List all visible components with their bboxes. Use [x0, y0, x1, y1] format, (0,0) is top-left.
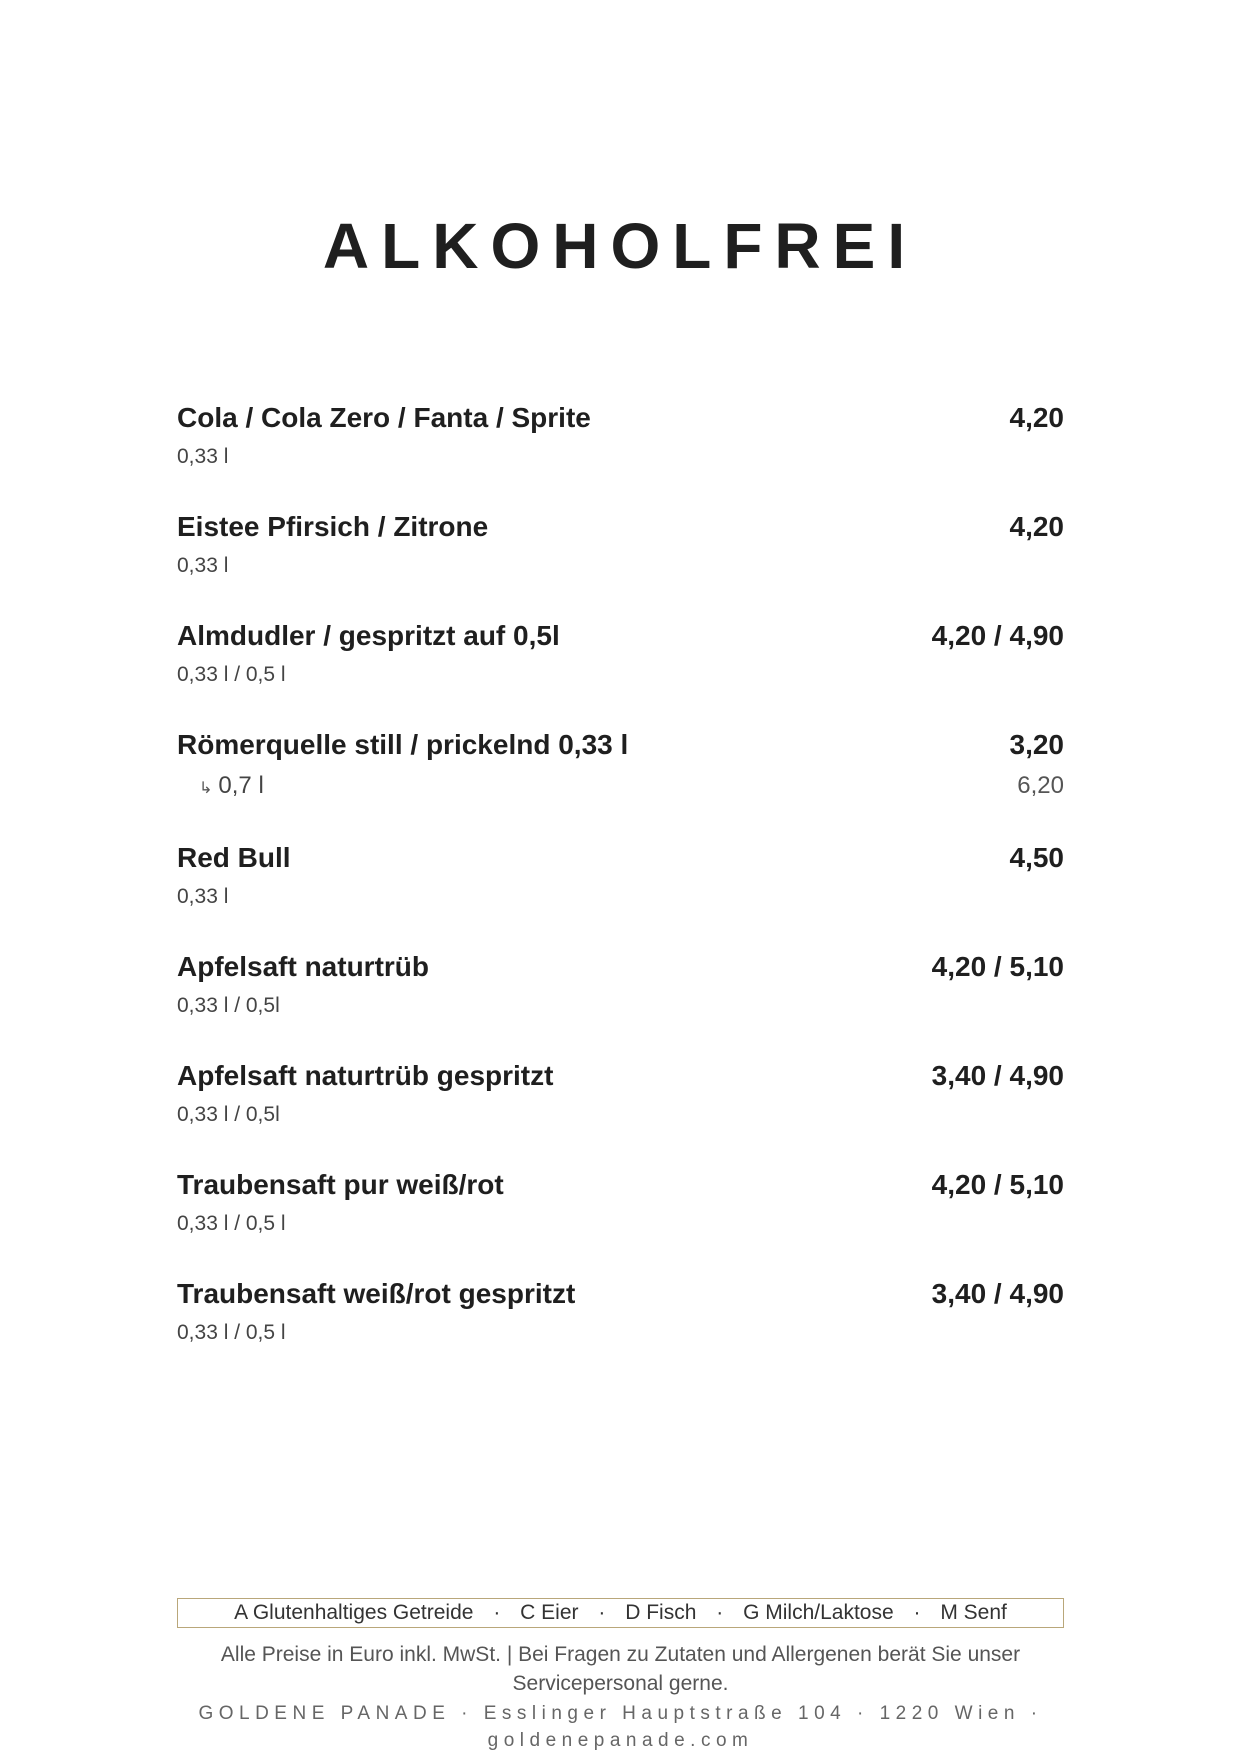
- item-price: 4,20: [1009, 511, 1064, 542]
- item-name: Cola / Cola Zero / Fanta / Sprite: [177, 402, 591, 433]
- restaurant-address: GOLDENE PANADE · Esslinger Hauptstraße 104 · 1220 Wien · goldenepanade.com: [198, 1703, 1043, 1751]
- item-price: 3,40 / 4,90: [931, 1278, 1064, 1309]
- allergen-separator: ·: [913, 1601, 921, 1624]
- menu-item: [177, 840, 1064, 930]
- item-name: Apfelsaft naturtrüb: [177, 951, 429, 982]
- item-sub-size-label: 0,7 l: [218, 772, 264, 799]
- item-sub-price: 6,20: [1017, 772, 1064, 799]
- item-price: 4,50: [1009, 842, 1064, 873]
- item-sub-size: [199, 771, 264, 804]
- sub-arrow-icon: ↳: [199, 780, 213, 797]
- price-note: Alle Preise in Euro inkl. MwSt. | Bei Fragen zu Zutaten und Allergenen berät Sie unser Servicepersonal gerne.: [220, 1643, 1021, 1695]
- item-size: 0,33 l / 0,5 l: [177, 1321, 286, 1344]
- allergen-label: M Senf: [940, 1601, 1007, 1624]
- allergen-legend: [177, 1598, 1064, 1628]
- item-size: 0,33 l / 0,5 l: [177, 663, 286, 686]
- item-name: Red Bull: [177, 842, 291, 873]
- item-name: Apfelsaft naturtrüb gespritzt: [177, 1060, 554, 1091]
- item-size: 0,33 l: [177, 445, 229, 468]
- item-price: 3,20: [1009, 729, 1064, 760]
- allergen-separator: ·: [716, 1601, 724, 1624]
- allergen-label: G Milch/Laktose: [743, 1601, 894, 1624]
- item-size: 0,33 l / 0,5l: [177, 994, 280, 1017]
- item-price: 4,20: [1009, 402, 1064, 433]
- item-name: Traubensaft weiß/rot gespritzt: [177, 1278, 576, 1309]
- menu-item: [177, 400, 1064, 490]
- menu-item: [177, 727, 1064, 817]
- item-name: Eistee Pfirsich / Zitrone: [177, 511, 489, 542]
- menu-item: [177, 1058, 1064, 1148]
- item-size: 0,33 l / 0,5 l: [177, 1212, 286, 1235]
- item-size: 0,33 l: [177, 885, 229, 908]
- menu-item: [177, 618, 1064, 708]
- allergen-separator: ·: [598, 1601, 606, 1624]
- item-name: Römerquelle still / prickelnd 0,33 l: [177, 729, 629, 760]
- item-name: Traubensaft pur weiß/rot: [177, 1169, 504, 1200]
- item-price: 3,40 / 4,90: [931, 1060, 1064, 1091]
- allergen-separator: ·: [493, 1601, 501, 1624]
- item-name: Almdudler / gespritzt auf 0,5l: [177, 620, 560, 651]
- menu-item: [177, 1167, 1064, 1257]
- menu-item: [177, 509, 1064, 599]
- menu-item: [177, 949, 1064, 1039]
- allergen-label: C Eier: [520, 1601, 579, 1624]
- allergen-label: D Fisch: [625, 1601, 697, 1624]
- menu-item: [177, 1276, 1064, 1366]
- allergen-label: A Glutenhaltiges Getreide: [234, 1601, 474, 1624]
- item-size: 0,33 l / 0,5l: [177, 1103, 280, 1126]
- item-price: 4,20 / 5,10: [931, 951, 1064, 982]
- page-title: ALKOHOLFREI: [322, 210, 918, 282]
- item-price: 4,20 / 4,90: [931, 620, 1064, 651]
- item-price: 4,20 / 5,10: [931, 1169, 1064, 1200]
- item-size: 0,33 l: [177, 554, 229, 577]
